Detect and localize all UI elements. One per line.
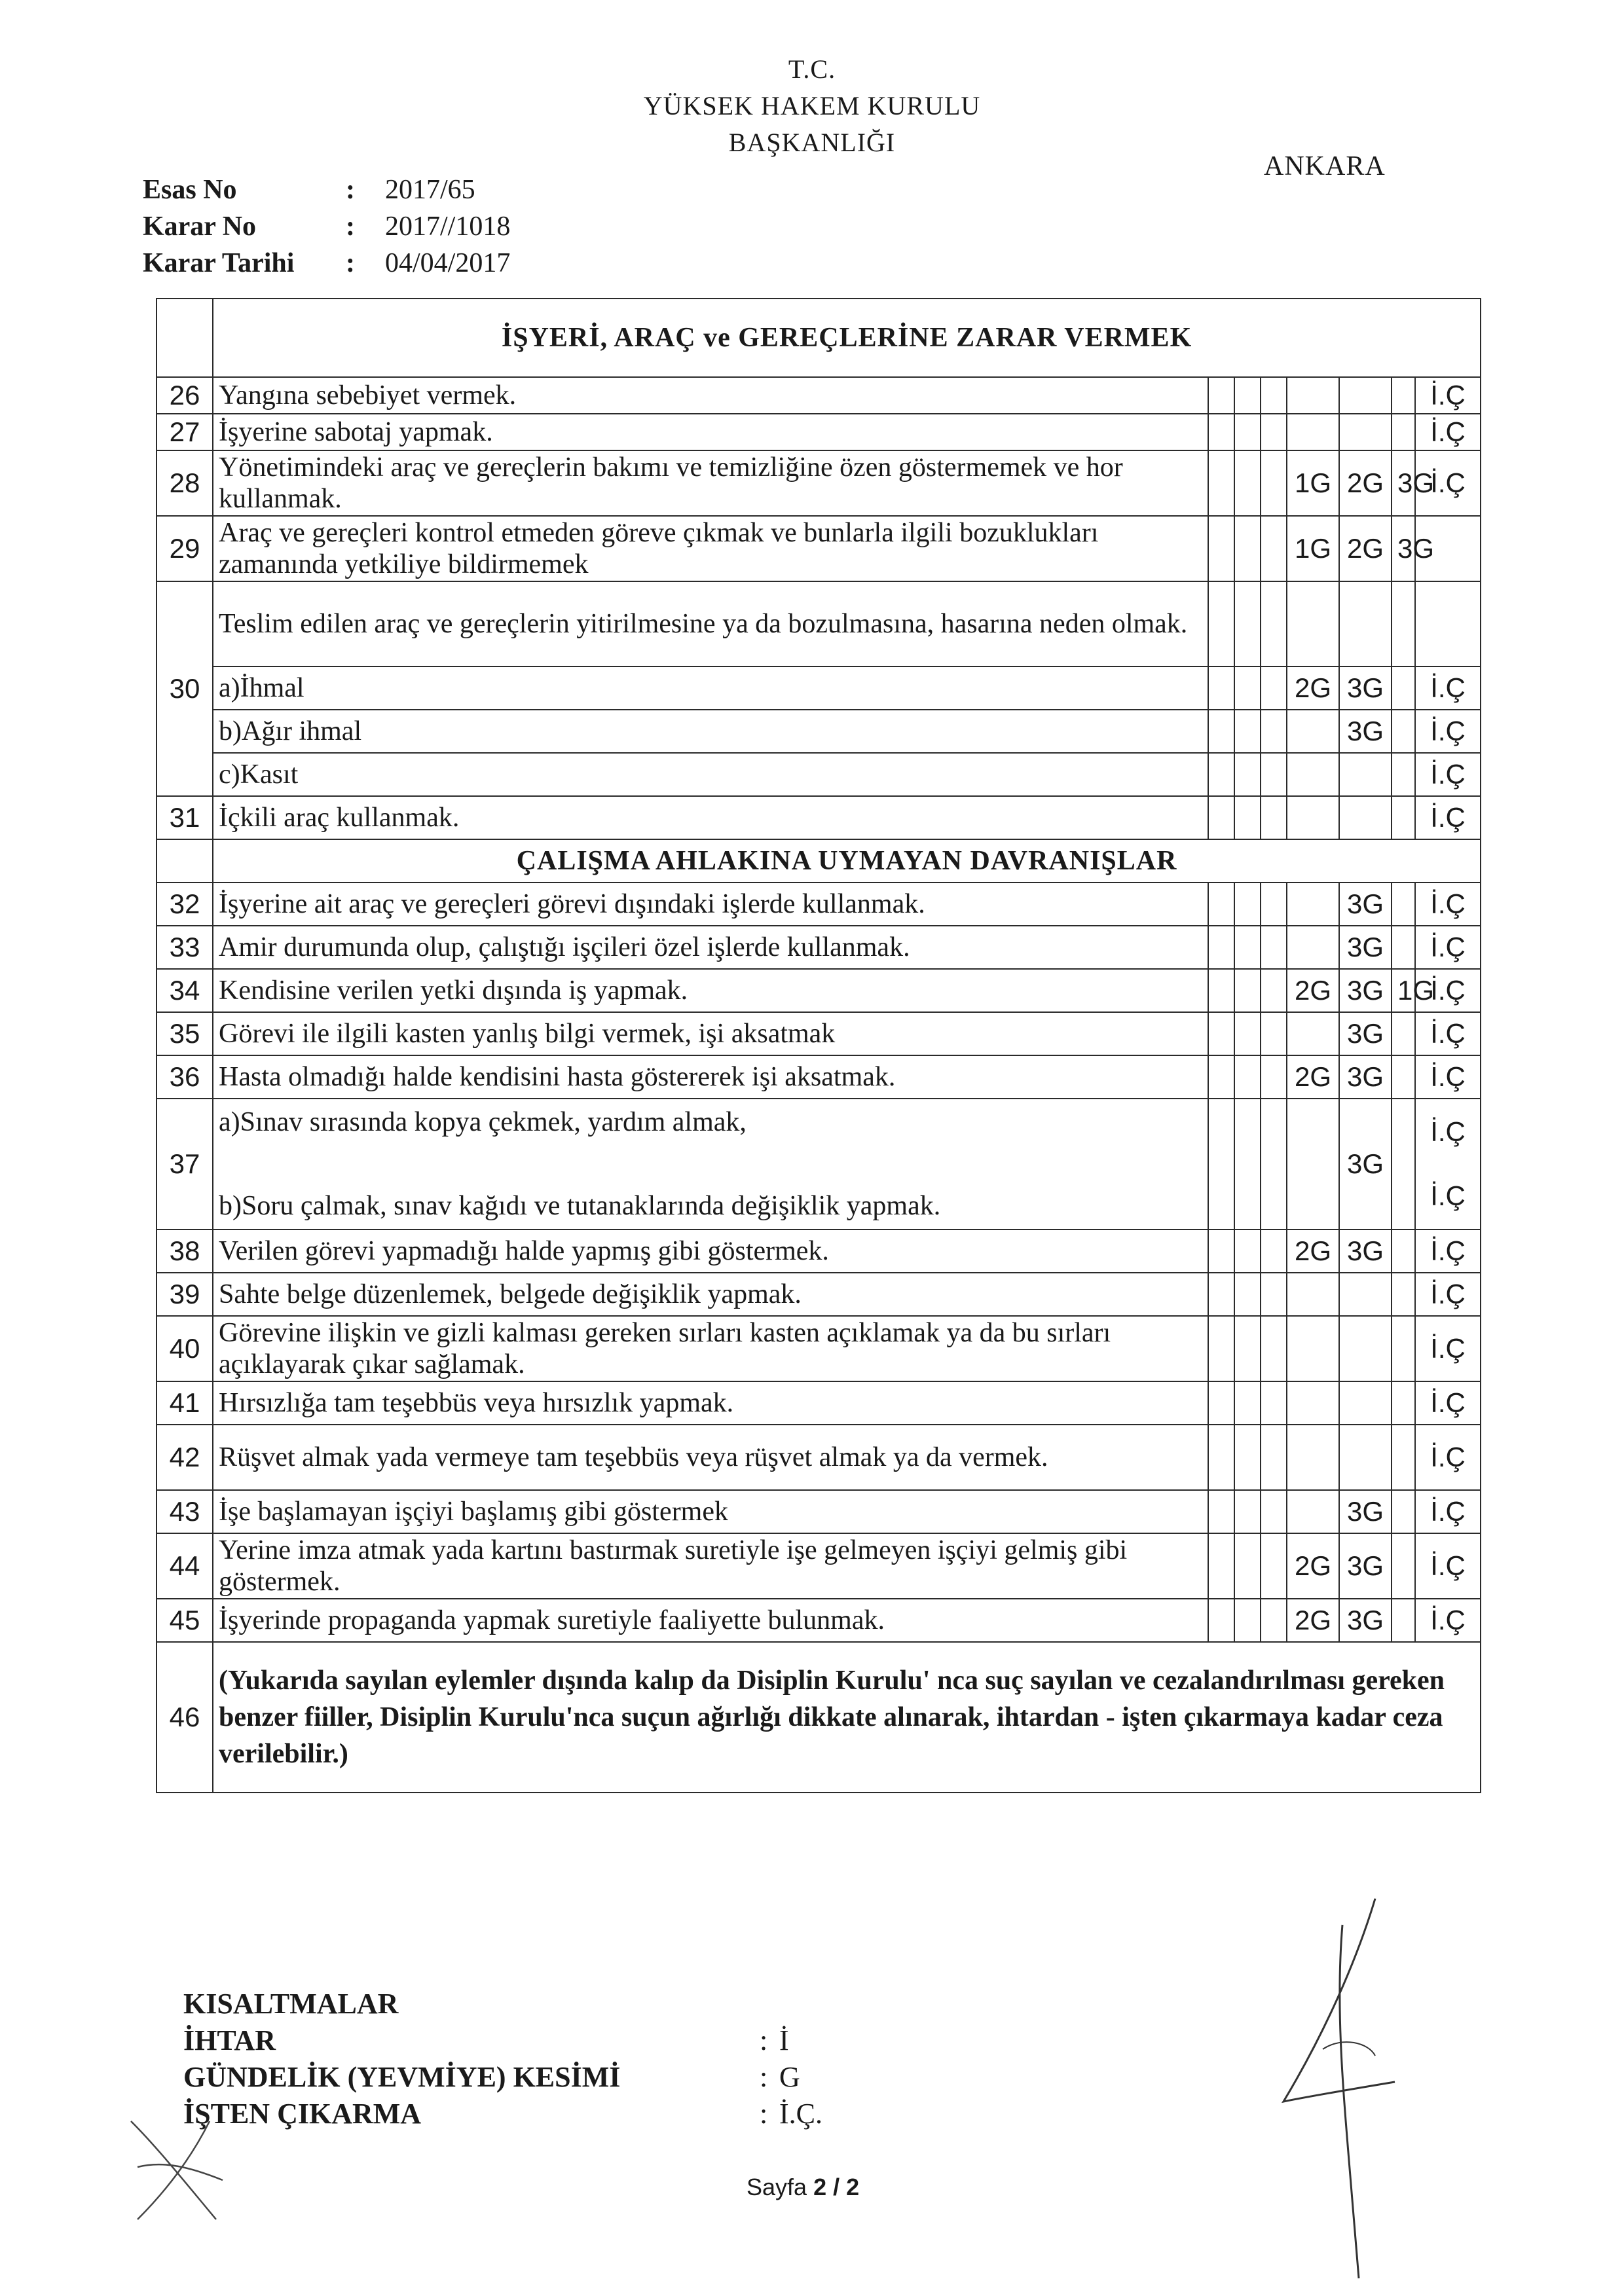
abbr-value: İ.Ç. (779, 2098, 822, 2130)
header-tc: T.C. (788, 54, 836, 84)
row-text: İşe başlamayan işçiyi başlamış gibi göstermek (213, 1490, 1208, 1533)
penalty-3g: 3G (1392, 516, 1415, 581)
abbr-label: İŞTEN ÇIKARMA (183, 2098, 422, 2130)
grid-cell (1234, 926, 1261, 969)
grid-cell (1234, 1055, 1261, 1099)
grid-cell (1261, 1099, 1287, 1230)
grid-cell (1261, 926, 1287, 969)
table-row-46 (157, 1642, 1481, 1793)
grid-cell (1208, 666, 1234, 710)
penalty-ic (1415, 1099, 1481, 1230)
meta-row-tarih (143, 247, 510, 284)
penalty-ic: İ.Ç (1415, 1055, 1481, 1099)
grid-cell (1208, 969, 1234, 1012)
abbr-colon: : (760, 2024, 768, 2056)
grid-cell (1208, 1099, 1234, 1230)
grid-cell (1208, 1230, 1234, 1273)
penalty-3g (1339, 1316, 1392, 1381)
grid-cell (1261, 581, 1287, 666)
row-number: 40 (157, 1316, 213, 1381)
penalty-2g (1287, 1273, 1339, 1316)
abbr-colon: : (760, 2061, 768, 2093)
row-number: 38 (157, 1230, 213, 1273)
grid-cell (1234, 710, 1261, 753)
penalty-1g: 1G (1287, 516, 1339, 581)
grid-cell (1261, 1012, 1287, 1055)
grid-cell (1234, 1381, 1261, 1425)
penalty-table (156, 298, 1481, 1793)
penalty-1g (1392, 1099, 1415, 1230)
penalty-ic: İ.Ç (1415, 377, 1481, 414)
case-meta (143, 174, 510, 284)
penalty-ic-a: İ.Ç (1430, 1116, 1466, 1147)
penalty-ic: İ.Ç (1415, 666, 1481, 710)
penalty-2g (1339, 377, 1392, 414)
penalty-3g (1339, 1381, 1392, 1425)
page-current: 2 (813, 2174, 827, 2200)
header-presidency: BAŞKANLIĞI (728, 128, 896, 157)
penalty-1g: 1G (1287, 450, 1339, 516)
table-row (157, 1425, 1481, 1490)
row-text: İşyerine sabotaj yapmak. (213, 414, 1208, 450)
penalty-1g (1392, 1533, 1415, 1599)
grid-cell (1208, 1381, 1234, 1425)
table-row (157, 581, 1481, 666)
grid-cell (1261, 1055, 1287, 1099)
grid-cell (1208, 414, 1234, 450)
meta-colon: : (346, 175, 355, 205)
penalty-1g (1392, 796, 1415, 839)
grid-cell (1234, 796, 1261, 839)
row-text: Görevi ile ilgili kasten yanlış bilgi vermek, işi aksatmak (213, 1012, 1208, 1055)
section-header-damage (157, 299, 1481, 377)
grid-cell (1261, 1599, 1287, 1642)
penalty-2g (1287, 926, 1339, 969)
grid-cell (1261, 1230, 1287, 1273)
row-text: Rüşvet almak yada vermeye tam teşebbüs veya rüşvet almak ya da vermek. (213, 1425, 1208, 1490)
table-row (157, 1012, 1481, 1055)
penalty-ic: İ.Ç (1415, 1230, 1481, 1273)
penalty-3g (1339, 796, 1392, 839)
row-number: 35 (157, 1012, 213, 1055)
section-title: İŞYERİ, ARAÇ ve GEREÇLERİNE ZARAR VERMEK (213, 299, 1481, 377)
penalty-3g: 3G (1339, 1230, 1392, 1273)
abbr-label: GÜNDELİK (YEVMİYE) KESİMİ (183, 2061, 621, 2093)
penalty-ic: İ.Ç (1415, 414, 1481, 450)
row-text-part-b: b)Soru çalmak, sınav kağıdı ve tutanaklarında değişiklik yapmak. (219, 1191, 941, 1221)
penalty-2g (1287, 796, 1339, 839)
penalty-2g: 2G (1287, 1599, 1339, 1642)
penalty-3g: 3G (1392, 450, 1415, 516)
row-text: Yangına sebebiyet vermek. (213, 377, 1208, 414)
penalty-3g: 3G (1339, 1490, 1392, 1533)
grid-cell (1234, 581, 1261, 666)
grid-cell (1208, 1490, 1234, 1533)
grid-cell (1208, 516, 1234, 581)
penalty-2g (1287, 1099, 1339, 1230)
penalty-1g (1392, 1425, 1415, 1490)
row-text: b)Ağır ihmal (213, 710, 1208, 753)
penalty-3g (1392, 377, 1415, 414)
penalty-1g: 1G (1392, 969, 1415, 1012)
penalty-ic: İ.Ç (1415, 796, 1481, 839)
row-text: (Yukarıda sayılan eylemler dışında kalıp da Disiplin Kurulu' nca suç sayılan ve cezalandırılması gereken benzer fiiller, Disiplin Kurulu'nca suçun ağırlığı dikkate alınarak, ihtardan - işten çıkarmaya kadar ceza verilebilir.) (213, 1642, 1481, 1793)
abbr-value: İ (779, 2024, 789, 2056)
row-text: Hırsızlığa tam teşebbüs veya hırsızlık yapmak. (213, 1381, 1208, 1425)
grid-cell (1234, 1490, 1261, 1533)
row-number: 42 (157, 1425, 213, 1490)
row-text: Yönetimindeki araç ve gereçlerin bakımı ve temizliğine özen göstermemek ve hor kullanmak. (213, 450, 1208, 516)
table-row (157, 753, 1481, 796)
row-text: Hasta olmadığı halde kendisini hasta göstererek işi aksatmak. (213, 1055, 1208, 1099)
penalty-2g: 2G (1287, 1055, 1339, 1099)
row-number: 29 (157, 516, 213, 581)
penalty-ic: İ.Ç (1415, 1533, 1481, 1599)
grid-cell (1208, 1425, 1234, 1490)
grid-cell (1208, 1599, 1234, 1642)
abbr-colon: : (760, 2098, 768, 2130)
signature-right (1244, 1886, 1441, 2291)
page-total: 2 (846, 2174, 860, 2200)
row-text (213, 1099, 1208, 1230)
penalty-1g (1392, 1490, 1415, 1533)
row-number: 39 (157, 1273, 213, 1316)
penalty-3g: 3G (1339, 666, 1392, 710)
penalty-2g (1339, 414, 1392, 450)
row-number: 44 (157, 1533, 213, 1599)
row-text: Kendisine verilen yetki dışında iş yapmak. (213, 969, 1208, 1012)
penalty-1g (1392, 1599, 1415, 1642)
penalty-3g: 3G (1339, 1012, 1392, 1055)
grid-cell (1234, 450, 1261, 516)
grid-cell (1261, 1273, 1287, 1316)
grid-cell (1208, 883, 1234, 926)
grid-cell (1208, 1273, 1234, 1316)
penalty-3g (1392, 581, 1415, 666)
penalty-2g (1287, 1490, 1339, 1533)
table-row (157, 926, 1481, 969)
table-row (157, 1533, 1481, 1599)
penalty-1g (1287, 414, 1339, 450)
abbr-label: İHTAR (183, 2024, 276, 2056)
page-prefix: Sayfa (747, 2174, 807, 2200)
row-number: 26 (157, 377, 213, 414)
grid-cell (1261, 969, 1287, 1012)
table-row (157, 1490, 1481, 1533)
abbr-item (183, 2097, 822, 2134)
row-number: 45 (157, 1599, 213, 1642)
penalty-1g (1392, 1012, 1415, 1055)
penalty-ic: İ.Ç (1415, 1425, 1481, 1490)
penalty-2g (1287, 710, 1339, 753)
row-number: 46 (157, 1642, 213, 1793)
grid-cell (1208, 926, 1234, 969)
grid-cell (1261, 1533, 1287, 1599)
penalty-1g (1287, 377, 1339, 414)
penalty-ic (1415, 581, 1481, 666)
table-row (157, 1316, 1481, 1381)
penalty-2g: 2G (1287, 666, 1339, 710)
grid-cell (1208, 581, 1234, 666)
grid-cell (1261, 450, 1287, 516)
grid-cell (1234, 1599, 1261, 1642)
abbr-item (183, 2024, 822, 2060)
row-number: 36 (157, 1055, 213, 1099)
row-text: Verilen görevi yapmadığı halde yapmış gibi göstermek. (213, 1230, 1208, 1273)
grid-cell (1208, 450, 1234, 516)
meta-colon: : (346, 248, 355, 278)
grid-cell (1234, 1533, 1261, 1599)
table-row (157, 1230, 1481, 1273)
grid-cell (1261, 710, 1287, 753)
penalty-1g (1392, 753, 1415, 796)
row-number: 31 (157, 796, 213, 839)
penalty-ic: İ.Ç (1415, 1316, 1481, 1381)
penalty-2g (1287, 1012, 1339, 1055)
penalty-2g (1287, 1425, 1339, 1490)
grid-cell (1234, 1273, 1261, 1316)
penalty-3g (1339, 1273, 1392, 1316)
grid-cell (1208, 1533, 1234, 1599)
abbreviations-title (183, 1987, 822, 2024)
grid-cell (1208, 1316, 1234, 1381)
penalty-3g: 3G (1339, 883, 1392, 926)
grid-cell (1208, 710, 1234, 753)
table-row (157, 666, 1481, 710)
table-row (157, 377, 1481, 414)
grid-cell (1208, 753, 1234, 796)
penalty-2g: 2G (1339, 450, 1392, 516)
penalty-2g: 2G (1339, 516, 1392, 581)
table-row (157, 516, 1481, 581)
row-number: 27 (157, 414, 213, 450)
grid-cell (1234, 516, 1261, 581)
grid-cell (1234, 1230, 1261, 1273)
meta-label: Karar No (143, 211, 257, 242)
grid-cell (1234, 1316, 1261, 1381)
penalty-3g (1392, 414, 1415, 450)
penalty-3g: 3G (1339, 1055, 1392, 1099)
penalty-ic: İ.Ç (1415, 710, 1481, 753)
penalty-2g (1287, 753, 1339, 796)
table-row (157, 1599, 1481, 1642)
grid-cell (1208, 1012, 1234, 1055)
meta-value: 04/04/2017 (385, 248, 511, 278)
row-number: 43 (157, 1490, 213, 1533)
penalty-ic: İ.Ç (1415, 450, 1481, 516)
penalty-ic: İ.Ç (1415, 1599, 1481, 1642)
penalty-ic: İ.Ç (1415, 1381, 1481, 1425)
penalty-3g (1339, 1425, 1392, 1490)
grid-cell (1234, 1099, 1261, 1230)
section-blank-cell (157, 299, 213, 377)
penalty-1g (1392, 1230, 1415, 1273)
row-number: 37 (157, 1099, 213, 1230)
abbreviations (183, 1987, 822, 2134)
row-text: İşyerine ait araç ve gereçleri görevi dışındaki işlerde kullanmak. (213, 883, 1208, 926)
section-title: ÇALIŞMA AHLAKINA UYMAYAN DAVRANIŞLAR (213, 839, 1481, 883)
penalty-2g (1287, 883, 1339, 926)
penalty-3g: 3G (1339, 1099, 1392, 1230)
row-number: 32 (157, 883, 213, 926)
grid-cell (1261, 1425, 1287, 1490)
row-text: Araç ve gereçleri kontrol etmeden göreve çıkmak ve bunlarla ilgili bozuklukları zamanında yetkiliye bildirmemek (213, 516, 1208, 581)
section-header-ethics (157, 839, 1481, 883)
grid-cell (1234, 883, 1261, 926)
row-number: 33 (157, 926, 213, 969)
meta-value: 2017/65 (385, 175, 475, 205)
abbreviations-title-text: KISALTMALAR (183, 1988, 399, 2020)
row-text: Amir durumunda olup, çalıştığı işçileri özel işlerde kullanmak. (213, 926, 1208, 969)
row-number: 34 (157, 969, 213, 1012)
grid-cell (1261, 666, 1287, 710)
row-number: 28 (157, 450, 213, 516)
row-text: c)Kasıt (213, 753, 1208, 796)
penalty-3g: 3G (1339, 1533, 1392, 1599)
table-row (157, 1273, 1481, 1316)
table-row (157, 1099, 1481, 1230)
penalty-1g (1392, 1316, 1415, 1381)
grid-cell (1261, 796, 1287, 839)
row-text: Sahte belge düzenlemek, belgede değişiklik yapmak. (213, 1273, 1208, 1316)
penalty-ic: İ.Ç (1415, 753, 1481, 796)
grid-cell (1261, 414, 1287, 450)
row-text-part-a: a)Sınav sırasında kopya çekmek, yardım almak, (219, 1107, 747, 1137)
page-separator: / (833, 2174, 840, 2200)
penalty-3g: 3G (1339, 926, 1392, 969)
grid-cell (1234, 414, 1261, 450)
penalty-3g: 3G (1339, 710, 1392, 753)
table-row (157, 1381, 1481, 1425)
row-text: İşyerinde propaganda yapmak suretiyle faaliyette bulunmak. (213, 1599, 1208, 1642)
meta-colon: : (346, 211, 355, 242)
section-blank-cell (157, 839, 213, 883)
penalty-ic: İ.Ç (1415, 1490, 1481, 1533)
penalty-3g: 3G (1339, 969, 1392, 1012)
penalty-1g (1392, 1273, 1415, 1316)
row-text: a)İhmal (213, 666, 1208, 710)
penalty-1g (1392, 1055, 1415, 1099)
penalty-1g (1392, 666, 1415, 710)
row-number: 41 (157, 1381, 213, 1425)
grid-cell (1261, 377, 1287, 414)
abbr-item (183, 2060, 822, 2097)
penalty-ic: İ.Ç (1415, 1273, 1481, 1316)
table-row (157, 969, 1481, 1012)
page-number (747, 2174, 859, 2201)
grid-cell (1261, 883, 1287, 926)
row-text: Görevine ilişkin ve gizli kalması gereken sırları kasten açıklamak ya da bu sırları açıklayarak çıkar sağlamak. (213, 1316, 1208, 1381)
grid-cell (1208, 1055, 1234, 1099)
penalty-ic: İ.Ç (1415, 1012, 1481, 1055)
grid-cell (1234, 753, 1261, 796)
penalty-ic: İ.Ç (1415, 969, 1481, 1012)
table-row (157, 710, 1481, 753)
grid-cell (1234, 666, 1261, 710)
signature-left (118, 2108, 249, 2232)
penalty-2g (1287, 1316, 1339, 1381)
penalty-3g (1339, 753, 1392, 796)
grid-cell (1261, 1381, 1287, 1425)
penalty-1g (1392, 926, 1415, 969)
penalty-ic-b: İ.Ç (1430, 1180, 1466, 1211)
grid-cell (1234, 969, 1261, 1012)
grid-cell (1208, 377, 1234, 414)
penalty-1g (1392, 1381, 1415, 1425)
header-city: ANKARA (1264, 151, 1386, 181)
penalty-ic: İ.Ç (1415, 926, 1481, 969)
penalty-2g (1287, 1381, 1339, 1425)
table-row (157, 414, 1481, 450)
penalty-2g: 2G (1287, 1533, 1339, 1599)
grid-cell (1261, 753, 1287, 796)
table-row (157, 883, 1481, 926)
row-text: İçkili araç kullanmak. (213, 796, 1208, 839)
grid-cell (1261, 1490, 1287, 1533)
row-text: Yerine imza atmak yada kartını bastırmak suretiyle işe gelmeyen işçiyi gelmiş gibi göstermek. (213, 1533, 1208, 1599)
meta-label: Esas No (143, 175, 237, 205)
penalty-3g: 3G (1339, 1599, 1392, 1642)
header-institution: YÜKSEK HAKEM KURULU (643, 91, 981, 120)
meta-row-karar (143, 211, 510, 247)
penalty-1g (1287, 581, 1339, 666)
meta-value: 2017//1018 (385, 211, 511, 242)
penalty-1g (1392, 883, 1415, 926)
grid-cell (1234, 1012, 1261, 1055)
penalty-ic: İ.Ç (1415, 883, 1481, 926)
meta-row-esas (143, 174, 510, 211)
penalty-2g (1339, 581, 1392, 666)
penalty-2g: 2G (1287, 969, 1339, 1012)
abbr-value: G (779, 2061, 800, 2093)
table-row (157, 796, 1481, 839)
grid-cell (1234, 377, 1261, 414)
penalty-2g: 2G (1287, 1230, 1339, 1273)
grid-cell (1208, 796, 1234, 839)
table-row (157, 1055, 1481, 1099)
grid-cell (1234, 1425, 1261, 1490)
grid-cell (1261, 516, 1287, 581)
row-text: Teslim edilen araç ve gereçlerin yitirilmesine ya da bozulmasına, hasarına neden olmak. (213, 581, 1208, 666)
penalty-1g (1392, 710, 1415, 753)
grid-cell (1261, 1316, 1287, 1381)
meta-label: Karar Tarihi (143, 248, 295, 278)
table-row (157, 450, 1481, 516)
row-number: 30 (157, 581, 213, 796)
